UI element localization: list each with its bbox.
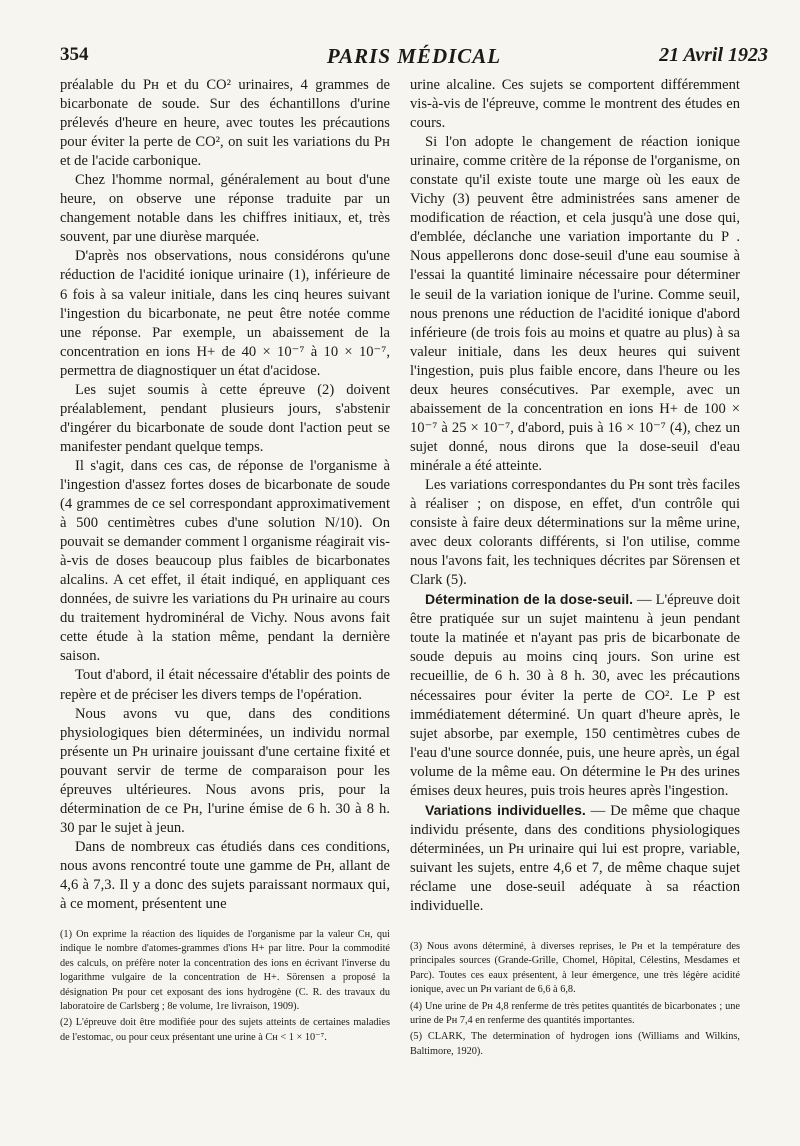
footnote: (2) L'épreuve doit être modifiée pour des sujets atteints de certaines maladies de l'estomac, ou pour ceux présentant une urine à Cн < 1 × 10⁻⁷. bbox=[60, 1017, 390, 1043]
footnote: (5) CLARK, The determination of hydrogen ions (Williams and Wilkins, Baltimore, 1920). bbox=[410, 1031, 740, 1057]
footnote: (4) Une urine de Pн 4,8 renferme de très petites quantités de bicarbonates ; une urine de Pн 7,4 en renferme des quantités importantes. bbox=[410, 1000, 740, 1027]
footnotes-right bbox=[410, 940, 740, 1061]
paragraph: Tout d'abord, il était nécessaire d'établir des points de repère et de préciser les divers temps de l'opération. bbox=[60, 667, 390, 703]
right-column bbox=[410, 76, 740, 916]
section-heading-variations: Variations individuelles. bbox=[425, 801, 586, 818]
footnote: (1) On exprime la réaction des liquides de l'organisme par la valeur Cн, qui indique le nombre d'atomes-grammes d'ions H+ par litre. Pour la commodité des calculs, on préfère noter la concentration des ions en écrivant l'inverse du logarithme vulgaire de la concentration de H+. Sörensen a proposé la désignation Pн pour cet exposant des ions hydrogène (C. R. des travaux du laboratoire de Carlsberg ; 8e volume, 1re livraison, 1909). bbox=[60, 929, 390, 1013]
paragraph: D'après nos observations, nous considérons qu'une réduction de l'acidité ionique urinaire (1), inférieure de 6 fois à sa valeur initiale, dans les cinq heures suivant l'ingestion du bicarbonate, ne peut être notée comme une réponse. Par exemple, un abaissement de la concentration en ions H+ de 40 × 10⁻⁷ à 10 × 10⁻⁷, permettra de diagnostiquer un état d'acidose. bbox=[60, 248, 390, 379]
left-column bbox=[60, 76, 390, 914]
section-paragraph bbox=[410, 590, 740, 801]
page-number: 354 bbox=[60, 44, 89, 65]
section-text: — L'épreuve doit être pratiquée sur un sujet maintenu à jeun pendant toute la matinée et n'ayant pas pris de bicarbonate de soude depuis au moins cinq jours. Son urine est recueillie, de 6 h. 30 à 8 h. 30, avec les précautions nécessaires pour éviter la perte de CO². Le P est immédiatement déterminé. Un quart d'heure après, le sujet absorbe, par exemple, 150 centimètres cubes de l'eau d'une source donnée, puis, une heure après, un égal volume de la même eau. On détermine le Pн des urines émises deux heures, puis trois heures après l'ingestion. bbox=[410, 592, 740, 799]
paragraph: Les variations correspondantes du Pн sont très faciles à réaliser ; on dispose, en effet, d'un contrôle qui consiste à faire deux déterminations sur la même urine, avec deux colorants différents, si l'on utilise, comme nous l'avons fait, les techniques décrites par Sörensen et Clark (5). bbox=[410, 476, 740, 589]
paragraph: Les sujet soumis à cette épreuve (2) doivent préalablement, pendant plusieurs jours, s'abstenir d'ingérer du bicarbonate de soude dont l'action peut se manifester pendant quelque temps. bbox=[60, 381, 390, 455]
page-header bbox=[60, 44, 768, 74]
paragraph: Chez l'homme normal, généralement au bout d'une heure, on observe une réponse traduite par un changement notable dans les chiffres initiaux, et, très souvent, par une diurèse marquée. bbox=[60, 172, 390, 246]
section-paragraph bbox=[410, 801, 740, 916]
paragraph: Il s'agit, dans ces cas, de réponse de l'organisme à l'ingestion d'assez fortes doses de bicarbonate de soude (4 grammes de ce sel correspondant approximativement à 500 centimètres cubes d'une solution N/10). On pouvait se demander comment l organisme réagirait vis-à-vis de doses beaucoup plus faibles de bicarbonates alcalins. A cet effet, il était indiqué, en appliquant ces données, de suivre les variations du Pн urinaire au cours du traitement hydrominéral de Vichy. Nous avons fait cette étude à la station même, pendant la dernière saison. bbox=[60, 457, 390, 665]
section-heading-dose-seuil: Détermination de la dose-seuil. bbox=[425, 591, 633, 608]
paragraph: Dans de nombreux cas étudiés dans ces conditions, nous avons rencontré toute une gamme de Pн, allant de 4,6 à 7,3. Il y a donc des sujets paraissant normaux qui, à ce moment, présentent une bbox=[60, 838, 390, 913]
paragraph: préalable du Pн et du CO² urinaires, 4 grammes de bicarbonate de soude. Sur des échantillons d'urine prélevés d'heure en heure, avec toutes les précautions pour éviter la perte de CO², on suit les variations du Pн et de l'acide carbonique. bbox=[60, 77, 390, 170]
paragraph: urine alcaline. Ces sujets se comportent différemment vis-à-vis de l'épreuve, comme le montrent des études en cours. bbox=[410, 77, 740, 132]
section-text: — De même que chaque individu présente, dans des conditions physiologiques déterminées, un Pн urinaire qui lui est propre, variable, suivant les sujets, entre 4,6 et 7, de même chaque sujet réclame une dose-seuil adéquate à sa réaction individuelle. bbox=[410, 802, 740, 915]
footnote: (3) Nous avons déterminé, à diverses reprises, le Pн et la température des principales sources (Grande-Grille, Chomel, Hôpital, Célestins, Mesdames et Parc). Toutes ces eaux présentent, à leur émergence, une très légère acidité ionique, avec un Pн variant de 6,6 à 6,8. bbox=[410, 941, 740, 996]
paragraph: Si l'on adopte le changement de réaction ionique urinaire, comme critère de la réponse de l'organisme, on constate qu'il existe toute une marge où les eaux de Vichy (3) peuvent être administrées sans amener de modification de réaction, et cela jusqu'à une dose qui, d'emblée, déclanche une variation importante du P . Nous appellerons donc dose-seuil d'une eau soumise à l'essai la quantité liminaire nécessaire pour déterminer le seuil de la variation ionique de l'urine. Comme seuil, nous prenons une réduction de l'acidité ionique d'abord inférieure (de trois fois au moins et quatre au plus) à sa valeur initiale, dans les deux heures qui suivent l'ingestion, puis plus faible encore, dans l'heure ou les deux heures consécutives. Par exemple, avec un abaissement de la concentration en ions H+ de 100 × 10⁻⁷ à 25 × 10⁻⁷, d'abord, puis à 16 × 10⁻⁷ (4), chez un sujet donné, nous dirons que la dose-seuil d'eau minérale a été atteinte. bbox=[410, 134, 740, 474]
paragraph: Nous avons vu que, dans des conditions physiologiques bien déterminées, un individu normal présente un Pн urinaire jouissant d'une certaine fixité et pouvant servir de terme de comparaison pour les épreuves ultérieures. Nous avons pris, pour la détermination de ce Pн, l'urine émise de 6 h. 30 à 8 h. 30 par le sujet à jeun. bbox=[60, 705, 390, 836]
issue-date: 21 Avril 1923 bbox=[659, 44, 768, 66]
footnotes-left bbox=[60, 928, 390, 1047]
journal-title: PARIS MÉDICAL bbox=[326, 44, 502, 68]
